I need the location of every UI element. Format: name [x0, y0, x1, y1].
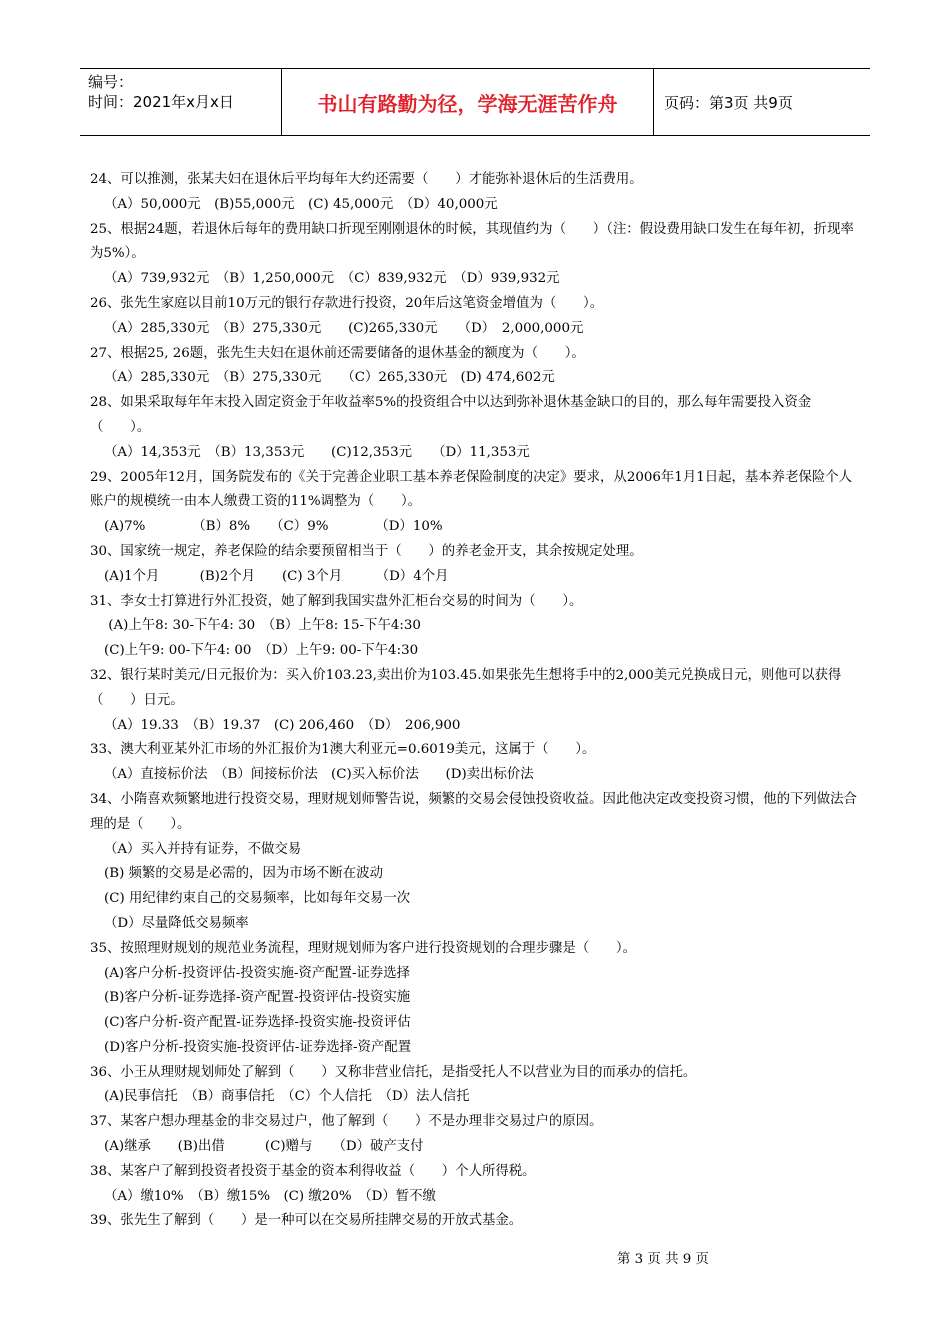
question-text: 37、某客户想办理基金的非交易过户，他了解到（ ）不是办理非交易过户的原因。 — [90, 1114, 603, 1130]
question-text: 33、澳大利亚某外汇市场的外汇报价为1澳大利亚元=0.6019美元，这属于（ ）。 — [90, 742, 596, 758]
question-text: 27、根据25, 26题，张先生夫妇在退休前还需要储备的退休基金的额度为（ ）。 — [90, 345, 585, 361]
header-page-label: 页码：第3页 共9页 — [664, 93, 793, 112]
question-text: 30、国家统一规定，养老保险的结余要预留相当于（ ）的养老金开支，其余按规定处理。 — [90, 543, 643, 559]
doc-number-label: 编号： — [88, 73, 134, 91]
question-text: 28、如果采取每年年末投入固定资金于年收益率5%的投资组合中以达到弥补退休基金缺口的目的，那么每年需要投入资金（ ）。 — [90, 395, 812, 435]
question-text: 39、张先生了解到（ ）是一种可以在交易所挂牌交易的开放式基金。 — [90, 1213, 523, 1229]
page-footer: 第 3 页 共 9 页 — [617, 1252, 709, 1267]
answer-options: (A)7% （B）8% （C）9% （D）10% — [104, 519, 443, 535]
answer-options: （A）50,000元 (B)55,000元 (C) 45,000元 （D）40,000元 — [104, 196, 498, 212]
answer-options: (C)上午9: 00-下午4: 00 （D）上午9: 00-下午4:30 — [104, 643, 419, 659]
answer-options: （A）直接标价法 （B）间接标价法 (C)买入标价法 (D)卖出标价法 — [104, 767, 534, 783]
answer-options: （A）285,330元 （B）275,330元 (C)265,330元 （D） 2,000,000元 — [104, 320, 584, 336]
page-header — [80, 68, 870, 136]
answer-options: (A)民事信托 （B）商事信托 （C）个人信托 （D）法人信托 — [104, 1089, 470, 1105]
answer-options: （A）买入并持有证券，不做交易 — [104, 841, 302, 857]
question-text: 25、根据24题，若退休后每年的费用缺口折现至刚刚退休的时候，其现值约为（ ）（注：假设费用缺口发生在每年初，折现率为5%）。 — [90, 221, 854, 262]
header-left-cell — [80, 69, 282, 135]
question-text: 35、按照理财规划的规范业务流程，理财规划师为客户进行投资规划的合理步骤是（ ）。 — [90, 940, 636, 956]
answer-options: (A)上午8: 30-下午4: 30 （B）上午8: 15-下午4:30 — [104, 618, 421, 634]
answer-options: (B) 频繁的交易是必需的，因为市场不断在波动 — [104, 866, 383, 882]
question-text: 29、2005年12月，国务院发布的《关于完善企业职工基本养老保险制度的决定》要求，从2006年1月1日起，基本养老保险个人账户的规模统一由本人缴费工资的11%调整为（ ）。 — [90, 469, 853, 510]
answer-options: (D)客户分析-投资实施-投资评估-证券选择-资产配置 — [104, 1039, 412, 1055]
answer-options: （A）14,353元 （B）13,353元 (C)12,353元 （D）11,353元 — [104, 444, 530, 460]
answer-options: (C)客户分析-资产配置-证券选择-投资实施-投资评估 — [104, 1015, 411, 1031]
answer-options: (A)客户分析-投资评估-投资实施-资产配置-证券选择 — [104, 965, 411, 981]
answer-options: （A）285,330元 （B）275,330元 （C）265,330元 (D) 474,602元 — [104, 370, 555, 386]
answer-options: （A）739,932元 （B）1,250,000元 （C）839,932元 （D）939,932元 — [104, 271, 560, 287]
question-text: 26、张先生家庭以目前10万元的银行存款进行投资，20年后这笔资金增值为（ ）。 — [90, 295, 604, 311]
answer-options: (A)1个月 (B)2个月 (C) 3个月 （D）4个月 — [104, 568, 449, 584]
answer-options: (A)继承 (B)出借 (C)赠与 （D）破产支付 — [104, 1139, 424, 1155]
question-text: 32、银行某时美元/日元报价为：买入价103.23,卖出价为103.45.如果张先生想将手中的2,000美元兑换成日元，则他可以获得（ ）日元。 — [90, 667, 842, 708]
question-text: 38、某客户了解到投资者投资于基金的资本利得收益（ ）个人所得税。 — [90, 1163, 536, 1179]
answer-options: （A）19.33 （B）19.37 (C) 206,460 （D） 206,900 — [104, 717, 461, 733]
question-text: 24、可以推测，张某夫妇在退休后平均每年大约还需要（ ）才能弥补退休后的生活费用。 — [90, 172, 643, 187]
answer-options: (C) 用纪律约束自己的交易频率，比如每年交易一次 — [104, 891, 411, 907]
answer-options: (B)客户分析-证券选择-资产配置-投资评估-投资实施 — [104, 990, 411, 1006]
answer-options: （D）尽量降低交易频率 — [104, 915, 249, 931]
doc-date-label: 时间：2021年x月x日 — [88, 93, 234, 111]
question-text: 34、小隋喜欢频繁地进行投资交易，理财规划师警告说，频繁的交易会侵蚀投资收益。因此他决定改变投资习惯，他的下列做法合理的是（ ）。 — [90, 791, 857, 832]
question-text: 31、李女士打算进行外汇投资，她了解到我国实盘外汇柜台交易的时间为（ ）。 — [90, 593, 583, 609]
answer-options: （A）缴10% （B）缴15% (C) 缴20% （D）暂不缴 — [104, 1188, 436, 1204]
question-list — [90, 168, 860, 1234]
question-text: 36、小王从理财规划师处了解到（ ）又称非营业信托，是指受托人不以营业为目的而承办的信托。 — [90, 1064, 697, 1080]
header-motto: 书山有路勤为径，学海无涯苦作舟 — [282, 69, 654, 135]
